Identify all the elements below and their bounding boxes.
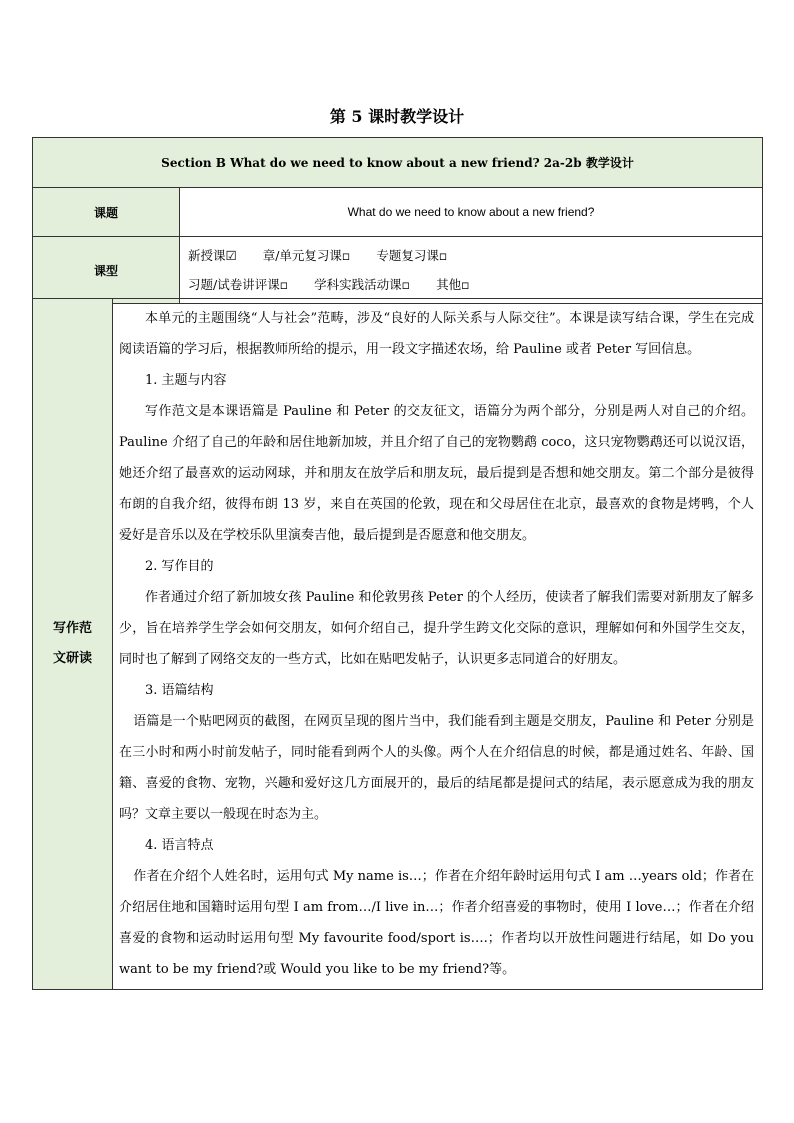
option-other: 其他▫ xyxy=(436,277,470,292)
option-practice-activity: 学科实践活动课▫ xyxy=(314,277,411,292)
topic-value: What do we need to know about a new friend? xyxy=(180,188,763,237)
option-exercise-review: 习题/试卷讲评课▫ xyxy=(188,277,289,292)
lesson-type-options xyxy=(180,237,763,304)
topic-label: 课题 xyxy=(33,188,180,237)
intro-paragraph: 本单元的主题围绕“人与社会”范畴，涉及“良好的人际关系与人际交往”。本课是读写结合课，学生在完成阅读语篇的学习后，根据教师所给的提示，用一段文字描述农场，给 Pauline 或者 Peter 写回信息。 xyxy=(119,311,754,357)
analysis-content xyxy=(113,299,763,990)
paragraph-language: 作者在介绍个人姓名时，运用句式 My name is…；作者在介绍年龄时运用句式 I am …years old；作者在介绍居住地和国籍时运用句型 I am from…/I live in…；作者介绍喜爱的事物时，使用 I love…；作者在介绍喜爱的食物和运动时运用句型 My favourite food/sport is….；作者均以开放性问题进行结尾，如 Do you want to be my friend?或 Would you like to be my friend?等。 xyxy=(119,869,755,977)
lesson-type-line-2 xyxy=(188,270,754,299)
option-topic-review: 专题复习课▫ xyxy=(376,248,448,263)
analysis-label-line-2: 文研读 xyxy=(52,651,92,666)
section-header-row: Section B What do we need to know about a new friend? 2a-2b 教学设计 xyxy=(33,138,763,188)
option-unit-review: 章/单元复习课▫ xyxy=(262,248,351,263)
heading-language: 4. 语言特点 xyxy=(145,838,214,853)
analysis-label xyxy=(33,299,113,990)
heading-purpose: 2. 写作目的 xyxy=(145,559,214,574)
heading-structure: 3. 语篇结构 xyxy=(145,683,214,698)
paragraph-structure: 语篇是一个贴吧网页的截图，在网页呈现的图片当中，我们能看到主题是交朋友，Pauline 和 Peter 分别是在三小时和两小时前发帖子，同时能看到两个人的头像。两个人在介绍信息的时候，都是通过姓名、年龄、国籍、喜爱的食物、宠物，兴趣和爱好这几方面展开的，最后的结尾都是提问式的结尾，表示愿意成为我的朋友吗？文章主要以一般现在时态为主。 xyxy=(119,714,754,822)
lesson-type-line-1 xyxy=(188,241,754,270)
paragraph-theme: 写作范文是本课语篇是 Pauline 和 Peter 的交友征文，语篇分为两个部分，分别是两人对自己的介绍。Pauline 介绍了自己的年龄和居住地新加坡，并且介绍了自己的宠物鹦鹉 coco，这只宠物鹦鹉还可以说汉语，她还介绍了最喜欢的运动网球，并和朋友在放学后和朋友玩，最后提到是否想和她交朋友。第二个部分是彼得布朗的自我介绍，彼得布朗 13 岁，来自在英国的伦敦，现在和父母居住在北京，最喜欢的食物是烤鸭，个人爱好是音乐以及在学校乐队里演奏吉他，最后提到是否愿意和他交朋友。 xyxy=(119,404,754,543)
lesson-plan-table xyxy=(32,137,763,304)
analysis-table xyxy=(32,298,763,990)
paragraph-purpose: 作者通过介绍了新加坡女孩 Pauline 和伦敦男孩 Peter 的个人经历，使读者了解我们需要对新朋友了解多少，旨在培养学生学会如何交朋友，如何介绍自己，提升学生跨文化交际的意识，理解如何和外国学生交友，同时也了解到了网络交友的一些方式，比如在贴吧发帖子，认识更多志同道合的好朋友。 xyxy=(119,590,754,667)
analysis-label-line-1: 写作范 xyxy=(52,621,92,636)
document-title: 第 5 课时教学设计 xyxy=(329,107,465,126)
option-new-lesson: 新授课☑ xyxy=(188,248,237,263)
heading-theme: 1. 主题与内容 xyxy=(145,373,227,388)
lesson-type-label: 课型 xyxy=(33,237,180,304)
